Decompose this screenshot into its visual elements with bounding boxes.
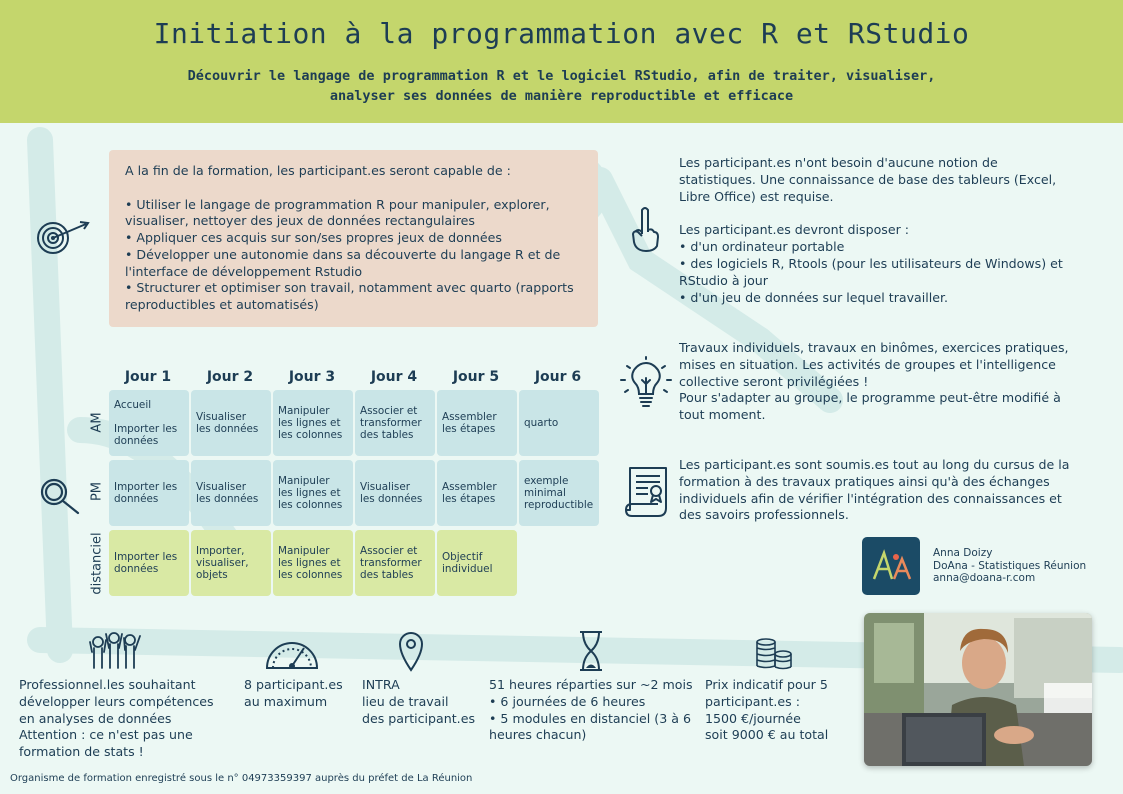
- row-label-am: AM: [89, 412, 105, 433]
- contact-email[interactable]: anna@doana-r.com: [933, 572, 1036, 584]
- schedule-cell-line: visualiser,: [196, 557, 249, 569]
- contact-block: [933, 547, 1086, 585]
- hourglass-icon: [578, 630, 604, 672]
- schedule-cell-line: transformer: [360, 417, 422, 429]
- schedule-cell: [355, 390, 435, 456]
- schedule-cell-line: les lignes et: [278, 417, 341, 429]
- schedule-cell: [437, 530, 517, 596]
- objectives-box: [109, 150, 598, 327]
- schedule-cell-line: les colonnes: [278, 499, 343, 511]
- schedule-cell-line: Importer,: [196, 545, 245, 557]
- schedule-cell: [191, 460, 271, 526]
- schedule-cell-line: les données: [196, 493, 259, 505]
- methods-text: Travaux individuels, travaux en binômes, exercices pratiques, mises en situation. Les activités de groupes et l'intelligence collective seront privilégiées ! Pour s'adapter au groupe, le programme peut-être modifié à tout moment.: [679, 340, 1069, 423]
- fact-public: Professionnel.les souhaitant développer leurs compétences en analyses de données Attention : ce n'est pas une formation de stats !: [19, 677, 214, 760]
- logo-mark: [862, 537, 920, 595]
- fact-duration: 51 heures réparties sur ~2 mois • 6 journées de 6 heures • 5 modules en distanciel (3 à 6 heures chacun): [489, 677, 693, 743]
- objectives-intro: A la fin de la formation, les participant.es seront capable de :: [125, 163, 511, 178]
- schedule-cell-line: reproductible: [524, 499, 594, 511]
- schedule-cell: [519, 460, 599, 526]
- schedule-cell-line: les étapes: [442, 493, 496, 505]
- schedule-cell-line: Visualiser: [196, 481, 246, 493]
- schedule-cell-line: données: [114, 435, 159, 447]
- schedule-cell-line: Associer et: [360, 545, 418, 557]
- schedule-cell-line: Assembler: [442, 411, 497, 423]
- schedule-cell: [355, 530, 435, 596]
- day-header-4: Jour 4: [370, 369, 418, 385]
- footer-registration: Organisme de formation enregistré sous le n° 04973359397 auprès du préfet de La Réunion: [10, 773, 473, 784]
- schedule-cell-line: exemple: [524, 475, 569, 487]
- schedule-cell-line: Manipuler: [278, 405, 330, 417]
- schedule-cell-line: Importer les: [114, 551, 178, 563]
- page-subtitle: Découvrir le langage de programmation R et le logiciel RStudio, afin de traiter, visualiser, analyser ses données de manière reproductible et efficace: [187, 68, 936, 104]
- schedule-cell-line: Assembler: [442, 481, 497, 493]
- schedule-cell-line: données: [114, 493, 159, 505]
- coins-icon: [752, 636, 794, 672]
- target-icon: [34, 218, 92, 256]
- day-header-1: Jour 1: [124, 369, 172, 385]
- schedule-cell: [109, 530, 189, 596]
- schedule-cell-line: individuel: [442, 563, 493, 575]
- schedule-cell: [437, 390, 517, 456]
- page-title: Initiation à la programmation avec R et RStudio: [153, 17, 970, 50]
- magnifier-icon: [38, 476, 84, 516]
- schedule-cell-line: les étapes: [442, 423, 496, 435]
- trainer-photo: [864, 613, 1092, 766]
- objective-item: • Structurer et optimiser son travail, notamment avec quarto (rapports reproductibles et automatisés): [125, 280, 574, 312]
- schedule-cell-line: Accueil: [114, 399, 152, 411]
- schedule-cell-line: Importer les: [114, 481, 178, 493]
- certificate-icon: [622, 464, 672, 520]
- prerequisites-text: Les participant.es n'ont besoin d'aucune notion de statistiques. Une connaissance de base des tableurs (Excel, Libre Office) est requise. Les participant.es devront disposer : • d'un ordinateur portable • des logiciels R, Rtools (pour les utilisateurs de Windows) et RStudio à jour • d'un jeu de données sur lequel travailler.: [679, 155, 1063, 305]
- schedule-cell-line: les lignes et: [278, 557, 341, 569]
- schedule-cell-line: Manipuler: [278, 475, 330, 487]
- schedule-cell-line: objets: [196, 569, 228, 581]
- doana-logo: [862, 537, 920, 595]
- day-header-6: Jour 6: [534, 369, 582, 385]
- schedule-cell-line: Manipuler: [278, 545, 330, 557]
- contact-name: Anna Doizy: [933, 547, 993, 559]
- row-label-pm: PM: [89, 481, 105, 502]
- schedule-cell-line: les lignes et: [278, 487, 341, 499]
- contact-org: DoAna - Statistiques Réunion: [933, 559, 1087, 572]
- schedule-cell-line: les colonnes: [278, 569, 343, 581]
- objective-item: • Développer une autonomie dans sa découverte du langage R et de l'interface de développement Rstudio: [125, 246, 561, 279]
- schedule-cell-line: Visualiser: [196, 411, 246, 423]
- evaluation-text: Les participant.es sont soumis.es tout au long du cursus de la formation à des travaux pratiques ainsi qu'à des échanges individuels afin de vérifier l'intégration des connaissances et des savoirs professionnels.: [679, 457, 1070, 523]
- schedule-cell: [273, 530, 353, 596]
- row-label-distanciel: distanciel: [89, 532, 105, 595]
- schedule-cell-line: les données: [360, 493, 423, 505]
- schedule-cell-line: transformer: [360, 557, 422, 569]
- schedule-cell: [109, 460, 189, 526]
- schedule-cell: [519, 390, 599, 456]
- schedule-cell: [191, 530, 271, 596]
- header-banner: [0, 0, 1123, 123]
- day-header-5: Jour 5: [452, 369, 500, 385]
- schedule-cell-line: des tables: [360, 429, 414, 441]
- schedule-cell: [437, 460, 517, 526]
- objective-item: • Appliquer ces acquis sur son/ses propres jeux de données: [125, 230, 502, 246]
- schedule-cell: [191, 390, 271, 456]
- schedule-cell-line: les colonnes: [278, 429, 343, 441]
- schedule-cell-line: Importer les: [114, 423, 178, 435]
- schedule-cell: [273, 460, 353, 526]
- objective-item: • Utiliser le langage de programmation R pour manipuler, explorer, visualiser, nettoyer des jeux de données rectangulaires: [125, 196, 550, 229]
- day-header-2: Jour 2: [206, 369, 254, 385]
- schedule-cell-line: données: [114, 563, 159, 575]
- schedule-cell-line: Objectif: [442, 551, 483, 563]
- lightbulb-icon: [619, 356, 673, 410]
- schedule-cell-line: Visualiser: [360, 481, 410, 493]
- fact-place: INTRA lieu de travail des participant.es: [362, 677, 475, 726]
- fact-capacity: 8 participant.es au maximum: [244, 677, 343, 709]
- schedule-cell-line: quarto: [524, 417, 559, 429]
- schedule-cell-line: les données: [196, 423, 259, 435]
- schedule-cell-line: minimal: [524, 487, 566, 499]
- day-header-3: Jour 3: [288, 369, 336, 385]
- gauge-icon: [264, 632, 320, 672]
- schedule-cell: [355, 460, 435, 526]
- raised-finger-icon: [628, 204, 662, 254]
- people-icon: [88, 628, 142, 670]
- schedule-cell-line: [114, 411, 184, 423]
- schedule-cell-line: Associer et: [360, 405, 418, 417]
- schedule-cell-line: des tables: [360, 569, 414, 581]
- fact-price: Prix indicatif pour 5 participant.es : 1500 €/journée soit 9000 € au total: [705, 677, 829, 743]
- location-pin-icon: [398, 630, 424, 672]
- schedule-cell: [273, 390, 353, 456]
- schedule-cell: [109, 390, 189, 456]
